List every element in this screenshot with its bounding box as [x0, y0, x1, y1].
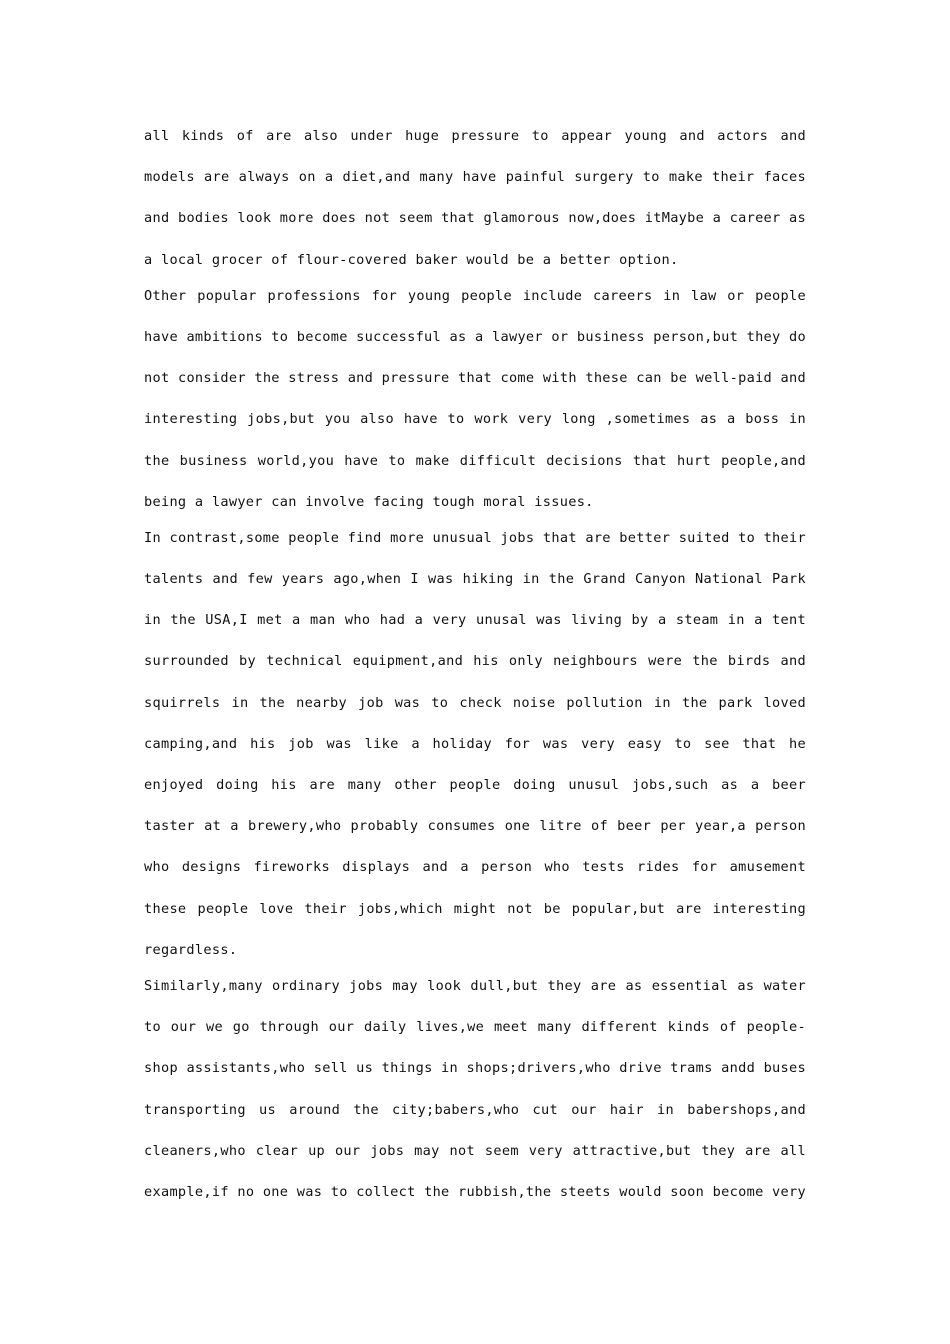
text-line: talents and few years ago,when I was hiking in the Grand Canyon National Park: [144, 571, 806, 588]
paragraph-1: [144, 116, 806, 281]
text-line: who designs fireworks displays and a person who tests rides for amusement: [144, 859, 806, 876]
text-line: cleaners,who clear up our jobs may not seem very attractive,but they are all: [144, 1142, 806, 1159]
text-line: and bodies look more does not seem that glamorous now,does itMaybe a career as: [144, 210, 806, 227]
text-line: transporting us around the city;babers,who cut our hair in babershops,and: [144, 1101, 806, 1118]
text-line: all kinds of are also under huge pressure to appear young and actors and: [144, 128, 806, 144]
paragraph-2: [144, 276, 806, 523]
text-line: shop assistants,who sell us things in shops;drivers,who drive trams andd buses: [144, 1060, 806, 1077]
text-line: surrounded by technical equipment,and his only neighbours were the birds and: [144, 653, 806, 670]
text-line: regardless.: [144, 941, 238, 958]
document-page: [144, 116, 806, 1213]
paragraph-3: [144, 518, 806, 971]
text-line: example,if no one was to collect the rubbish,the steets would soon become very: [144, 1183, 806, 1200]
text-line: interesting jobs,but you also have to work very long ,sometimes as a boss in: [144, 411, 806, 428]
text-line: to our we go through our daily lives,we meet many different kinds of people-: [144, 1019, 806, 1036]
text-line: enjoyed doing his are many other people doing unusul jobs,such as a beer: [144, 777, 806, 793]
text-line: Other popular professions for young people include careers in law or people: [144, 287, 806, 304]
text-line: taster at a brewery,who probably consumes one litre of beer per year,a person: [144, 818, 806, 835]
text-line: the business world,you have to make difficult decisions that hurt people,and: [144, 452, 806, 469]
text-line: camping,and his job was like a holiday for was very easy to see that he: [144, 735, 806, 752]
text-line: squirrels in the nearby job was to check noise pollution in the park loved: [144, 694, 806, 711]
text-line: not consider the stress and pressure that come with these can be well-paid and: [144, 370, 806, 387]
text-line: being a lawyer can involve facing tough moral issues.: [144, 493, 594, 510]
text-line: a local grocer of flour-covered baker would be a better option.: [144, 251, 679, 268]
text-line: these people love their jobs,which might not be popular,but are interesting: [144, 900, 806, 917]
text-line: Similarly,many ordinary jobs may look dull,but they are as essential as water: [144, 977, 806, 994]
paragraph-4: [144, 966, 806, 1213]
text-line: In contrast,some people find more unusual jobs that are better suited to their: [144, 529, 806, 546]
text-line: in the USA,I met a man who had a very unusal was living by a steam in a tent: [144, 612, 806, 629]
text-line: models are always on a diet,and many have painful surgery to make their faces: [144, 169, 806, 186]
text-line: have ambitions to become successful as a lawyer or business person,but they do: [144, 328, 806, 345]
